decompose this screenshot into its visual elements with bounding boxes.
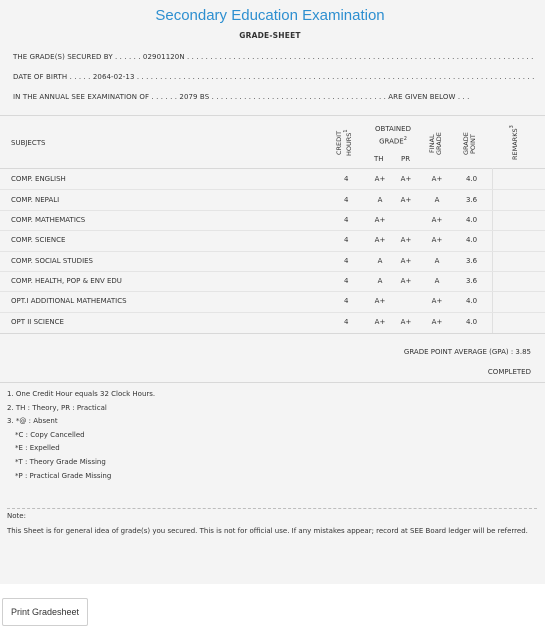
result-status: COMPLETED bbox=[487, 368, 531, 376]
table-row: COMP. SOCIAL STUDIES 4 A A+ A 3.6 bbox=[11, 257, 478, 265]
header-th: TH bbox=[374, 155, 384, 163]
print-gradesheet-button[interactable]: Print Gradesheet bbox=[2, 598, 88, 626]
notes-divider bbox=[0, 382, 545, 383]
header-grade-point: GRADE POINT bbox=[462, 132, 477, 156]
table-row: COMP. ENGLISH 4 A+ A+ A+ 4.0 bbox=[11, 175, 478, 183]
date-of-birth-line: DATE OF BIRTH . . . . . 2064-02-13 . . . . . . . . . . . . . . . . . . . . . . . . . . . . . . . . . . . . . . . . . . . . . . . . . . . . . . . . . . . . . . . . . . . . . . . . . . . . . . . . . . . . . . bbox=[13, 73, 535, 81]
gpa-summary: GRADE POINT AVERAGE (GPA) : 3.85 bbox=[403, 348, 531, 356]
legend-item: 1. One Credit Hour equals 32 Clock Hours. bbox=[7, 390, 156, 398]
legend-item: *T : Theory Grade Missing bbox=[15, 457, 106, 466]
note-text: This Sheet is for general idea of grade(s) you secured. This is not for official use. If any mistakes appear; record at SEE Board ledger will be referred. bbox=[7, 527, 528, 535]
legend-item: *C : Copy Cancelled bbox=[15, 430, 85, 439]
header-credit-hours: CREDIT HOURS$^1$ bbox=[335, 129, 354, 157]
legend-item: 2. TH : Theory, PR : Practical bbox=[7, 403, 107, 412]
header-subjects: SUBJECTS bbox=[11, 139, 46, 147]
header-pr: PR bbox=[401, 155, 411, 163]
table-row: COMP. HEALTH, POP & ENV EDU 4 A A+ A 3.6 bbox=[11, 277, 478, 285]
table-row: OPT.I ADDITIONAL MATHEMATICS 4 A+ A+ 4.0 bbox=[11, 297, 478, 305]
table-row: COMP. NEPALI 4 A A+ A 3.6 bbox=[11, 196, 478, 204]
header-final-grade: FINAL GRADE bbox=[428, 132, 443, 156]
page-subtitle: GRADE-SHEET bbox=[239, 31, 301, 40]
legend-notes bbox=[7, 388, 155, 483]
legend-item: *P : Practical Grade Missing bbox=[15, 471, 112, 480]
table-top-border bbox=[0, 115, 545, 116]
exam-line: IN THE ANNUAL SEE EXAMINATION OF . . . . . . 2079 BS . . . . . . . . . . . . . . . . . . . . . . . . . . . . . . . . . . . . . . ARE GIVEN BELOW . . . bbox=[13, 93, 470, 101]
legend-item: *E : Expelled bbox=[15, 444, 60, 453]
legend-item: 3. *@ : Absent bbox=[7, 417, 58, 426]
note-label: Note: bbox=[7, 512, 26, 520]
table-row: COMP. MATHEMATICS 4 A+ A+ 4.0 bbox=[11, 216, 478, 224]
page-title: Secondary Education Examination bbox=[155, 7, 385, 24]
grade-secured-line: THE GRADE(S) SECURED BY . . . . . . 02901120N . . . . . . . . . . . . . . . . . . . . . . . . . . . . . . . . . . . . . . . . . . . . . . . . . . . . . . . . . . . . . . . . . . . . . . . . . . . bbox=[13, 53, 534, 61]
table-row: OPT II SCIENCE 4 A+ A+ A+ 4.0 bbox=[11, 318, 478, 326]
note-separator bbox=[7, 508, 537, 509]
table-row: COMP. SCIENCE 4 A+ A+ A+ 4.0 bbox=[11, 236, 478, 244]
header-obtained-grade: OBTAINED GRADE$^2$ bbox=[375, 125, 411, 146]
header-remarks: REMARKS$^3$ bbox=[509, 125, 520, 161]
table-bottom-border bbox=[0, 333, 545, 334]
